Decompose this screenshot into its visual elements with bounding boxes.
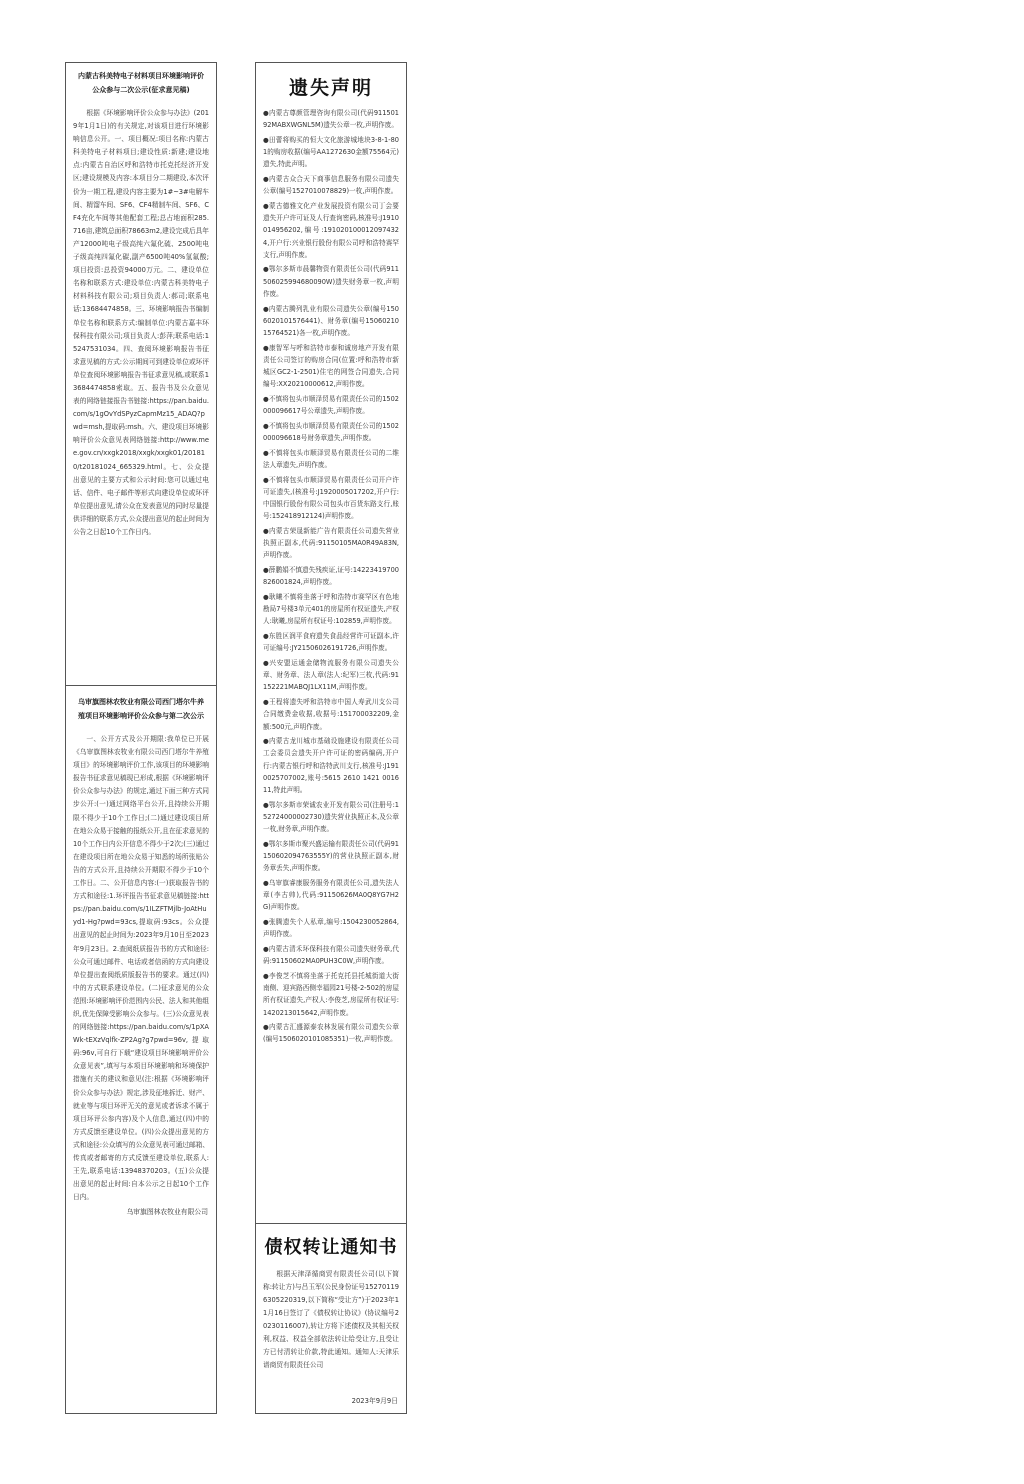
lost-item: ●内蒙古众合天下商事信息服务有限公司遗失公章(编号1527010078829)一枚,声明作废。 [263, 175, 399, 196]
lost-item: ●蒙古德雅文化产业发展投资有限公司丁会要遗失开户许可证及人行查询密码,核准号:J1910014956202,编号:1910201000120974324,开户行:兴业银行股份有限公司呼和浩特赛罕支行,声明作废。 [263, 201, 399, 259]
lost-item: ●鄂尔多斯市荣诚农业开发有限公司(注册号:152724000002730)遗失营业执照正本,及公章一枚,财务章,声明作废。 [263, 800, 399, 834]
lost-item: ●鄂尔多斯市聚兴盛运输有限责任公司(代码91150602094763555Y)的营业执照正副本,财务章丢失,声明作废。 [263, 839, 399, 873]
debt-notice [263, 1268, 399, 1372]
notice-2 [66, 695, 216, 1216]
lost-item: ●张腾遗失个人私章,编号:1504230052864,声明作废。 [263, 918, 399, 939]
section-divider [256, 1223, 406, 1224]
notice-1 [66, 69, 216, 539]
right-column [255, 62, 407, 1414]
lost-item: ●康智军与呼和浩特市泰和诚房地产开发有限责任公司签订的购房合同(位置:呼和浩特市新城区GC2-1-2501)住宅的网签合同遗失,合同编号:XX20210000612,声明作废。 [263, 343, 399, 389]
notice-2-signature: 乌审旗图林农牧业有限公司 [126, 1208, 208, 1217]
lost-item: ●乌审旗睿康服务服务有限责任公司,遗失法人章(李古帅),代码:91150626MA0Q8YG7H2G)声明作废。 [263, 878, 399, 912]
left-column [65, 62, 217, 1414]
lost-item: ●东胜区润平食府遗失食品经营许可证副本,许可证编号:JY21506026191726,声明作废。 [263, 632, 399, 653]
lost-list [263, 107, 399, 1048]
lost-item: ●不慎将包头市顺泽贸易有限责任公司的1502000096617号公章遗失,声明作废。 [263, 394, 399, 416]
lost-item: ●不慎将包头市顺泽贸易有限责任公司开户许可证遗失,(核准号:J1920005017202,开户行:中国银行股份有限公司包头市百货东路支行,账号:152418912124)声明作废。 [263, 475, 399, 521]
lost-heading: 遗失声明 [288, 77, 373, 99]
lost-item: ●薛鹏娟不慎遗失残疾证,证号:14223419700826001824,声明作废。 [263, 566, 399, 587]
lost-item: ●内蒙古清禾环保科技有限公司遗失财务章,代码:91150602MA0PUH3C0W,声明作废。 [263, 945, 399, 966]
lost-item: ●田蕾将购买的恒大文化旅游城地块3-8-1-801的购房收据(编号AA1272630金额75564元)遗失,特此声明。 [263, 135, 399, 169]
notice-1-body: 根据《环境影响评价公众参与办法》(2019年1月1日)的有关规定,对该项目进行环境影响信息公开。一、项目概况:项目名称:内蒙古科美特电子材料项目;建设性质:新建;建设地点:内蒙古自治区呼和浩特市托克托经济开发区;建设规模及内容:本项目分二期建设,本次评价为一期工程,建设内容主要为1#~3#电解车间、精馏车间、SF6、CF4精制车间、SF6、CF4充化车间等其他配套工程;总占地面积285.716亩,建筑总面积78663m2,建设完成后具年产12000吨电子级高纯六氟化硫、2500吨电子级高纯四氟化碳,副产6500吨40%氢氟酸;项目投资:总投资94000万元。二、建设单位名称和联系方式:建设单位:内蒙古科美特电子材料科技有限公司;项目负责人:郝司;联系电话:13684474858。三、环境影响报告书编制单位名称和联系方式:编制单位:内蒙古嘉丰环保科技有限公司;项目负责人:彭萍;联系电话:15247531034。四、查阅环境影响报告书征求意见稿的方式:公示期间可到建设单位或环评单位查阅环境影响报告书征求意见稿,或联系13684474858索取。五、报告书及公众意见表的网络链接报告书链接:https://pan.baidu.com/s/1gOvYdSPyzCapmMz15_ADAQ?pwd=msh,提取码:msh。六、建设项目环境影响评价公众意见表网络链接:http://www.mee.gov.cn/xxgk2018/xxgk/xxgk01/201810/t20181024_665329.html。七、公众提出意见的主要方式和公示时间:您可以通过电话、信件、电子邮件等形式向建设单位或环评单位提出意见,请公众在发表意见的同时尽量提供详细的联系方式,公众提出意见的起止时间为公告之日起10个工作日内。 [73, 109, 210, 536]
lost-item: ●兴安盟运通金储物流服务有限公司遗失公章、财务章、法人章(法人:纪军)三枚,代码:91152221MABQJ1LX11M,声明作废。 [263, 659, 399, 692]
debt-heading: 债权转让通知书 [264, 1237, 398, 1258]
debt-date: 2023年9月9日 [351, 1397, 398, 1405]
lost-item: ●李俊芝不慎将坐落于托克托县托城街道大街南侧、迎宾路西侧幸福园21号楼-2-502的房屋所有权证遗失,产权人:李俊芝,房屋所有权证号:1420213015642,声明作废。 [263, 971, 399, 1017]
lost-item: ●不慎将包头市顺泽贸易有限责任公司的1502000096618号财务章遗失,声明作废。 [263, 421, 399, 443]
lost-item: ●内蒙古龙川城市基础设施建设有限责任公司工会委员会遗失开户许可证的密码编码,开户行:内蒙古银行呼和浩特武川支行,核准号:J1910025707002,账号:5615 2610 1421 001611,特此声明。 [263, 737, 399, 795]
column-divider [66, 685, 216, 686]
debt-body: 根据天津泽循商贸有限责任公司(以下简称:转让方)与吕玉军(公民身份证号152701196305220319,以下简称“受让方”)于2023年11月16日签订了《债权转让协议》(协议编号20230116007),转让方将下述债权及其相关权利,权益、权益全部依法转让给受让方,且受让方已付清转让价款,特此通知。通知人:天津乐谱商贸有限责任公司 [263, 1270, 399, 1369]
lost-item: ●内蒙古汇盛源泰农林发展有限公司遗失公章(编号1506020101085351)一枚,声明作废。 [263, 1023, 399, 1044]
lost-item: ●内蒙古尊颜管理咨询有限公司(代码91150192MABXWGNL5M)遗失公章一枚,声明作废。 [263, 109, 399, 130]
lost-item: ●鄂尔多斯市晨馨物资有限责任公司(代码911506025994680090W)遗失财务章一枚,声明作废。 [263, 265, 399, 298]
notice-2-title: 乌审旗图林农牧业有限公司西门塔尔牛养殖项目环境影响评价公众参与第二次公示 [78, 698, 204, 720]
lost-item: ●不慎将包头市顺泽贸易有限责任公司的二维法人章遗失,声明作废。 [263, 448, 399, 469]
lost-item: ●内蒙古荣晟新能广告有限责任公司遗失营业执照正副本,代码:91150105MA0R49A83N,声明作废。 [263, 527, 399, 560]
lost-item: ●内蒙古腾列乳业有限公司遗失公章(编号1506020101576441)、财务章(编号1506021015764521)各一枚,声明作废。 [263, 304, 399, 337]
notice-2-body: 一、公开方式及公开期限:我单位已开展《乌审旗图林农牧业有限公司西门塔尔牛养殖项目》的环境影响评价工作,该项目的环境影响报告书征求意见稿现已形成,根据《环境影响评价公众参与办法》的规定,通过下面三种方式同步公开:(一)通过网络平台公开,且持续公开期限不得少于10个工作日;(二)通过建设项目所在地公众易于接触的报纸公开,且在征求意见的10个工作日内公开信息不得少于2次;(三)通过在建设项目所在地公众易于知悉的场所张贴公告的方式公开,且持续公开期限不得少于10个工作日。二、公开信息内容:(一)获取报告书的方式和途径:1.环评报告书征求意见稿链接:https://pan.baidu.com/s/1ILZFTMjlb-JoAtHuyd1-Hg?pwd=93cs,提取码:93cs。公众提出意见的起止时间为:2023年9月10日至2023年9月23日。2.查阅纸质报告书的方式和途径:公众可通过邮件、电话或者信函的方式向建设单位提出查阅纸质版报告书的要求。通过(四)中的方式联系建设单位。(二)征求意见的公众范围:环境影响评价范围内公民、法人和其他组织,优先保障受影响公众参与。(三)公众意见表的网络链接:https://pan.baidu.com/s/1pXAWk-tEXzVqlfk-ZP2Ag?g7pwd=96v,提取码:96v,可自行下载“建设项目环境影响评价公众意见表”,填写与本项目环境影响和环境保护措施有关的建议和意见(注:根据《环境影响评价公众参与办法》规定,涉及征地拆迁、财产、就业等与项目环评无关的意见或者诉求不属于项目环评公参内容)及个人信息,通过(四)中的方式反馈至建设单位。(四)公众提出意见的方式和途径:公众填写的公众意见表可通过邮箱、传真或者邮寄的方式反馈至建设单位,联系人:王先,联系电话:13948370203。(五)公众提出意见的起止时间:自本公示之日起10个工作日内。 [73, 735, 210, 1202]
lost-item: ●耿曦不慎将坐落于呼和浩特市赛罕区有色地勘局7号楼3单元401的房屋所有权证遗失,产权人:耿曦,房屋所有权证号:102859,声明作废。 [263, 593, 399, 626]
lost-item: ●王程将遗失呼和浩特市中国人寿武川支公司合同缴费金收据,收据号:151700032209,金额:500元,声明作废。 [263, 698, 399, 731]
notice-1-title: 内蒙古科美特电子材料项目环境影响评价公众参与二次公示(征求意见稿) [78, 72, 204, 94]
